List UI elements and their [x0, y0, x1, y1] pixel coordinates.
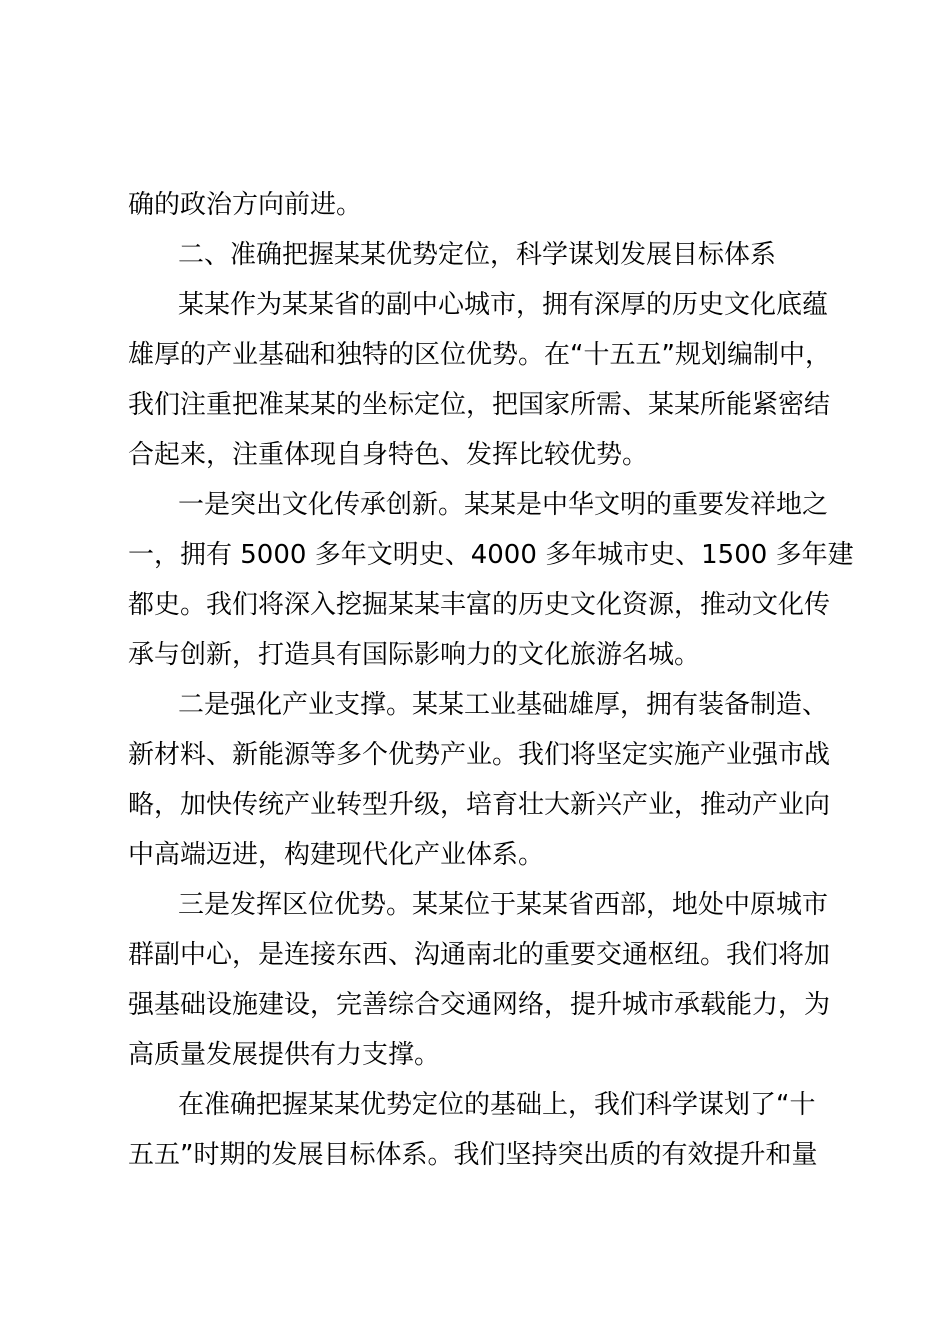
text-line: 强基础设施建设，完善综合交通网络，提升城市承载能力，为 — [128, 990, 831, 1020]
text-line: 都史。我们将深入挖掘某某丰富的历史文化资源，推动文化传 — [128, 590, 831, 620]
text-line: 高质量发展提供有力支撑。 — [128, 1040, 441, 1070]
text-line: 略，加快传统产业转型升级，培育壮大新兴产业，推动产业向 — [128, 790, 831, 820]
text-line: 确的政治方向前进。 — [128, 190, 363, 220]
text-line: 我们注重把准某某的坐标定位，把国家所需、某某所能紧密结 — [128, 390, 831, 420]
text-line: 一是突出文化传承创新。某某是中华文明的重要发祥地之 — [178, 490, 829, 520]
text-line: 雄厚的产业基础和独特的区位优势。在“十五五”规划编制中， — [128, 340, 831, 370]
text-line: 中高端迈进，构建现代化产业体系。 — [128, 840, 545, 870]
text-line: 新材料、新能源等多个优势产业。我们将坚定实施产业强市战 — [128, 740, 831, 770]
text-line: 在准确把握某某优势定位的基础上，我们科学谋划了“十 — [178, 1090, 816, 1120]
text-line: 群副中心，是连接东西、沟通南北的重要交通枢纽。我们将加 — [128, 940, 831, 970]
section-heading: 二、准确把握某某优势定位，科学谋划发展目标体系 — [178, 240, 777, 270]
text-line: 二是强化产业支撑。某某工业基础雄厚，拥有装备制造、 — [178, 690, 829, 720]
text-line: 三是发挥区位优势。某某位于某某省西部，地处中原城市 — [178, 890, 829, 920]
text-line: 五五”时期的发展目标体系。我们坚持突出质的有效提升和量 — [128, 1140, 818, 1170]
text-line: 一，拥有 5000 多年文明史、4000 多年城市史、1500 多年建 — [128, 540, 854, 570]
text-line: 承与创新，打造具有国际影响力的文化旅游名城。 — [128, 640, 701, 670]
text-line: 某某作为某某省的副中心城市，拥有深厚的历史文化底蕴 — [178, 290, 829, 320]
text-line: 合起来，注重体现自身特色、发挥比较优势。 — [128, 440, 649, 470]
